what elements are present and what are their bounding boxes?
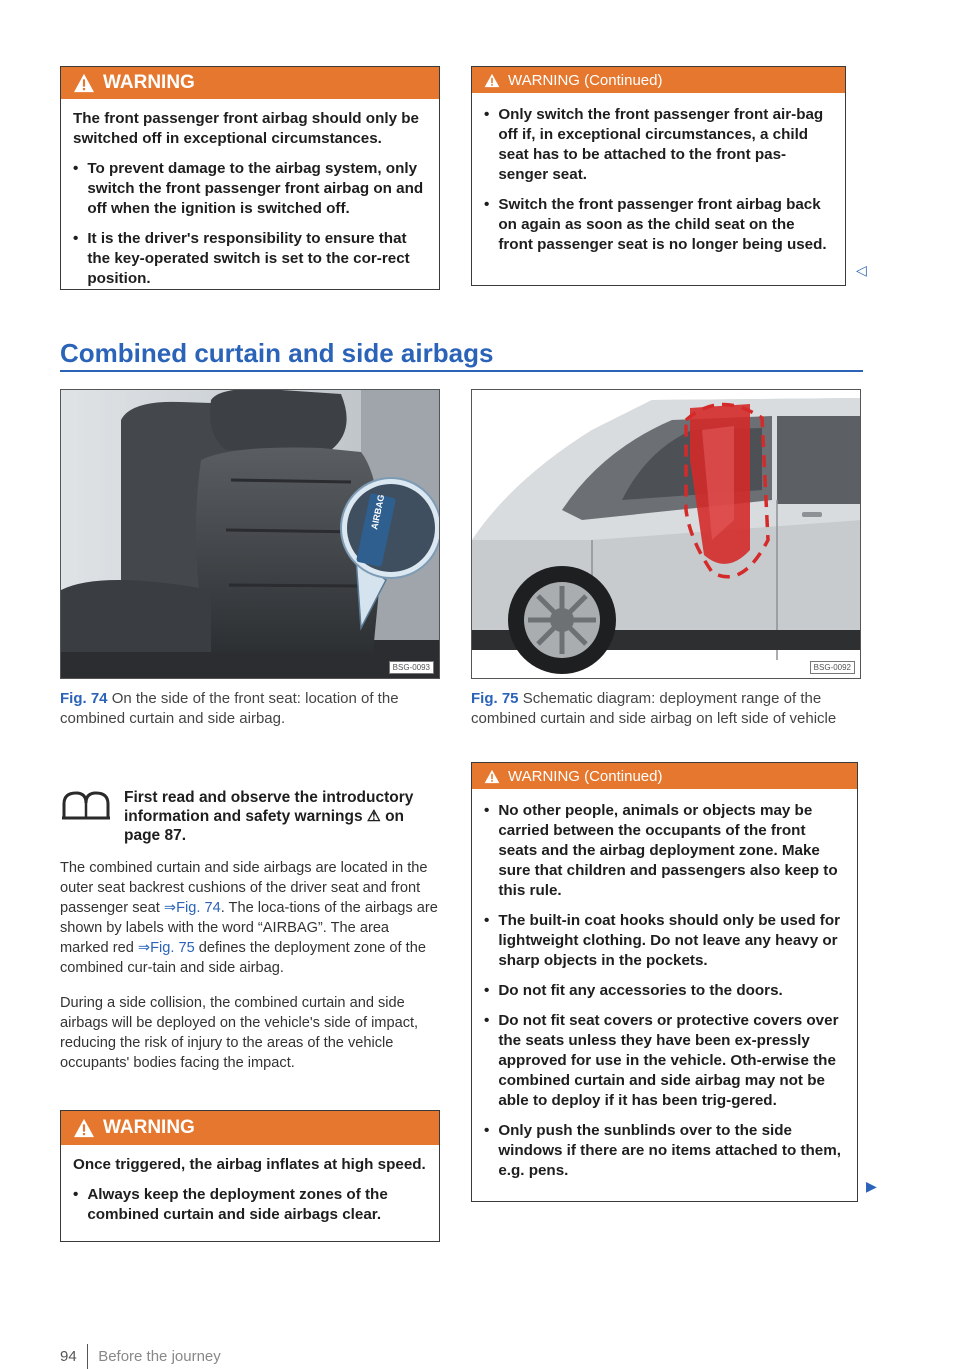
airbag-label: AIRBAG	[369, 493, 387, 531]
figure-74-image	[60, 389, 440, 679]
warning-title: WARNING	[103, 1117, 195, 1138]
figure-number: Fig. 74	[60, 690, 108, 707]
page-footer	[60, 1330, 221, 1369]
warning-bullet: • No other people, animals or objects may be carried between the occupants of the front seats and the airbag deployment zone. Make sure that children and passengers also keep to this rule.	[484, 802, 838, 899]
van-side-illustration	[472, 390, 861, 679]
warning-triangle-icon	[73, 1118, 95, 1138]
warning-box-1	[60, 66, 440, 290]
intro-notice	[60, 788, 440, 845]
warning-triangle-icon	[484, 73, 500, 88]
figure-75-image	[471, 389, 861, 679]
warning-bullet: • Switch the front passenger front airbag back on again as soon as the child seat on the front passenger seat is no longer being used.	[484, 196, 827, 253]
warning-body	[61, 99, 439, 305]
warning-header	[472, 763, 857, 789]
warning-box-2	[471, 66, 846, 286]
warning-bullet: • Do not fit seat covers or protective covers over the seats unless they have been ex-pressly approved for use in the vehicle. Oth-erwise the combined curtain and side airbag may not be able to deploy if it has been trig-gered.	[484, 1012, 839, 1109]
warning-bullet: • Always keep the deployment zones of the combined curtain and side airbags clear.	[73, 1186, 388, 1223]
warning-bullet: • Do not fit any accessories to the doors.	[484, 982, 783, 999]
section-divider	[60, 370, 863, 372]
open-book-icon	[60, 790, 112, 820]
warning-body	[61, 1145, 439, 1241]
body-paragraph: The combined curtain and side airbags are located in the outer seat backrest cushions of the driver seat and front passenger seat ⇒Fig. 74. The loca-tions of the airbags are shown by labels with the word “AIRBAG”. The area marked red ⇒Fig. 75 defines the deployment zone of the combined cur-tain and side airbag.	[60, 860, 438, 976]
section-title: Combined curtain and side airbags	[60, 338, 494, 368]
intro-text: First read and observe the introductory information and safety warnings ⚠ on page 87.	[124, 789, 414, 844]
caption-text: On the side of the front seat: location of the combined curtain and side airbag.	[60, 690, 399, 727]
warning-header	[61, 1111, 439, 1145]
figure-75-caption	[471, 689, 861, 729]
warning-body	[472, 93, 845, 271]
figure-code: BSG-0092	[810, 661, 855, 674]
warning-bullet: • To prevent damage to the airbag system, only switch the front passenger front airbag on and off when the ignition is switched off.	[73, 160, 424, 217]
caption-text: Schematic diagram: deployment range of the combined curtain and side airbag on left side of vehicle	[471, 690, 837, 727]
chapter-title: Before the journey	[98, 1347, 221, 1365]
figure-number: Fig. 75	[471, 690, 519, 707]
footer-divider	[87, 1344, 89, 1369]
body-paragraph: During a side collision, the combined curtain and side airbags will be deployed on the vehicle's side of impact, reducing the risk of injury to the areas of the vehicle occupants' bodies facing the impact.	[60, 995, 419, 1071]
continue-mark: ▶	[866, 1178, 877, 1194]
warning-triangle-icon	[73, 73, 95, 93]
warning-triangle-icon	[484, 769, 500, 784]
warning-title: WARNING (Continued)	[508, 71, 663, 89]
warning-bullet: • Only switch the front passenger front air-bag off if, in exceptional circumstances, a child seat has to be attached to the front pas-senger seat.	[484, 106, 824, 183]
end-of-section-mark: ◁	[856, 262, 867, 278]
warning-bullet: • The built-in coat hooks should only be used for lightweight clothing. Do not leave any heavy or sharp objects in the pockets.	[484, 912, 841, 969]
warning-title: WARNING (Continued)	[508, 767, 663, 785]
figure-74-link[interactable]: ⇒Fig. 74	[163, 900, 221, 916]
warning-header	[61, 67, 439, 99]
warning-intro: The front passenger front airbag should only be switched off in exceptional circumstances.	[73, 110, 419, 147]
warning-intro: Once triggered, the airbag inflates at high speed.	[73, 1156, 426, 1173]
seat-illustration	[61, 390, 440, 679]
warning-box-4	[471, 762, 858, 1202]
warning-body	[472, 789, 857, 1197]
warning-bullet: • Only push the sunblinds over to the side windows if there are no items attached to them, e.g. pens.	[484, 1122, 841, 1179]
warning-title: WARNING	[103, 72, 195, 93]
figure-75-link[interactable]: ⇒Fig. 75	[137, 940, 195, 956]
warning-header	[472, 67, 845, 93]
page-number: 94	[60, 1347, 77, 1365]
figure-code: BSG-0093	[389, 661, 434, 674]
figure-74-caption	[60, 689, 440, 729]
warning-box-3	[60, 1110, 440, 1242]
warning-bullet: • It is the driver's responsibility to ensure that the key-operated switch is set to the cor-rect position.	[73, 230, 410, 287]
